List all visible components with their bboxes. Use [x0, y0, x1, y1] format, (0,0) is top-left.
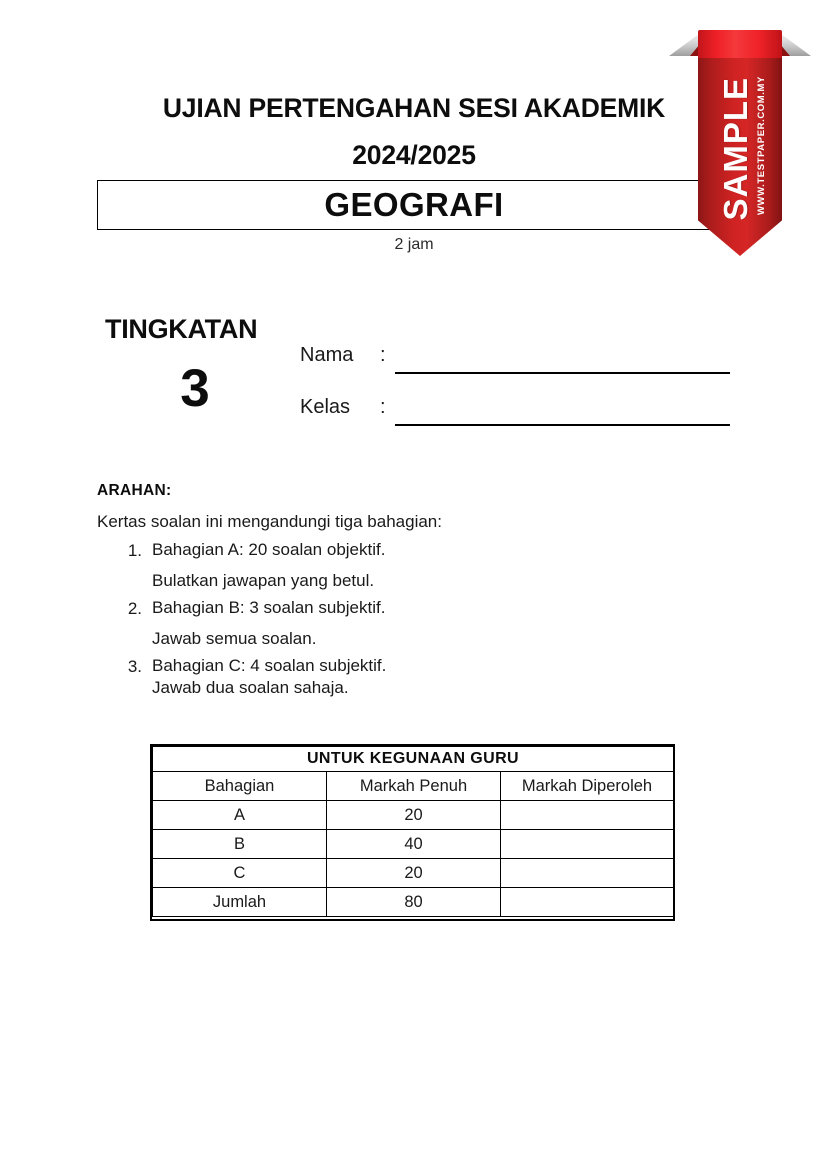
subject-name: GEOGRAFI	[324, 186, 504, 223]
exam-year: 2024/2025	[352, 140, 476, 170]
tingkatan-number: 3	[180, 359, 210, 418]
marks-table-title: UNTUK KEGUNAAN GURU	[153, 747, 674, 772]
ribbon-url-label: WWW.TESTPAPER.COM.MY	[756, 76, 767, 216]
column-header-bahagian: Bahagian	[153, 772, 327, 801]
cell-markah-penuh: 20	[327, 859, 501, 888]
kelas-input-line[interactable]	[395, 424, 730, 426]
column-header-markah-penuh: Markah Penuh	[327, 772, 501, 801]
arahan-item-number: 2.	[127, 599, 142, 618]
arahan-item-number: 3.	[127, 657, 142, 676]
cell-bahagian: C	[153, 859, 327, 888]
arahan-item-text: Bahagian A: 20 soalan objektif.	[152, 540, 386, 559]
tingkatan-label: TINGKATAN	[105, 314, 258, 344]
arahan-item-subtext: Jawab dua soalan sahaja.	[152, 678, 349, 697]
marks-table	[152, 746, 674, 917]
arahan-item-subtext: Bulatkan jawapan yang betul.	[152, 571, 375, 590]
column-header-markah-diperoleh: Markah Diperoleh	[501, 772, 674, 801]
table-row-total	[153, 888, 674, 917]
table-row	[153, 830, 674, 859]
cell-markah-diperoleh[interactable]	[501, 830, 674, 859]
exam-duration: 2 jam	[394, 236, 434, 253]
cell-bahagian: Jumlah	[153, 888, 327, 917]
arahan-item	[120, 541, 540, 591]
nama-input-line[interactable]	[395, 372, 730, 374]
arahan-item-subtext: Jawab semua soalan.	[152, 629, 317, 648]
arahan-heading: ARAHAN:	[97, 482, 172, 499]
arahan-item	[120, 599, 540, 649]
ribbon-text-group	[698, 58, 782, 240]
cell-markah-penuh: 80	[327, 888, 501, 917]
nama-label: Nama	[300, 344, 354, 366]
kelas-label: Kelas	[300, 396, 351, 418]
cell-bahagian: B	[153, 830, 327, 859]
cell-bahagian: A	[153, 801, 327, 830]
cell-markah-penuh: 20	[327, 801, 501, 830]
table-row	[153, 801, 674, 830]
table-header-row	[153, 772, 674, 801]
cell-markah-diperoleh[interactable]	[501, 801, 674, 830]
ribbon-sample-label: SAMPLE	[717, 77, 754, 221]
cell-markah-diperoleh[interactable]	[501, 859, 674, 888]
arahan-intro: Kertas soalan ini mengandungi tiga bahagian:	[97, 512, 442, 531]
cell-markah-penuh: 40	[327, 830, 501, 859]
kelas-colon: :	[380, 396, 386, 418]
arahan-item-number: 1.	[127, 541, 142, 560]
table-row	[153, 859, 674, 888]
arahan-item	[120, 657, 540, 698]
cell-markah-diperoleh[interactable]	[501, 888, 674, 917]
arahan-item-text: Bahagian B: 3 soalan subjektif.	[152, 598, 386, 617]
arahan-item-text: Bahagian C: 4 soalan subjektif.	[152, 656, 387, 675]
exam-title: UJIAN PERTENGAHAN SESI AKADEMIK	[162, 93, 666, 123]
arahan-list	[120, 541, 540, 706]
table-title-row	[153, 747, 674, 772]
nama-colon: :	[380, 344, 386, 366]
sample-ribbon	[668, 28, 812, 256]
